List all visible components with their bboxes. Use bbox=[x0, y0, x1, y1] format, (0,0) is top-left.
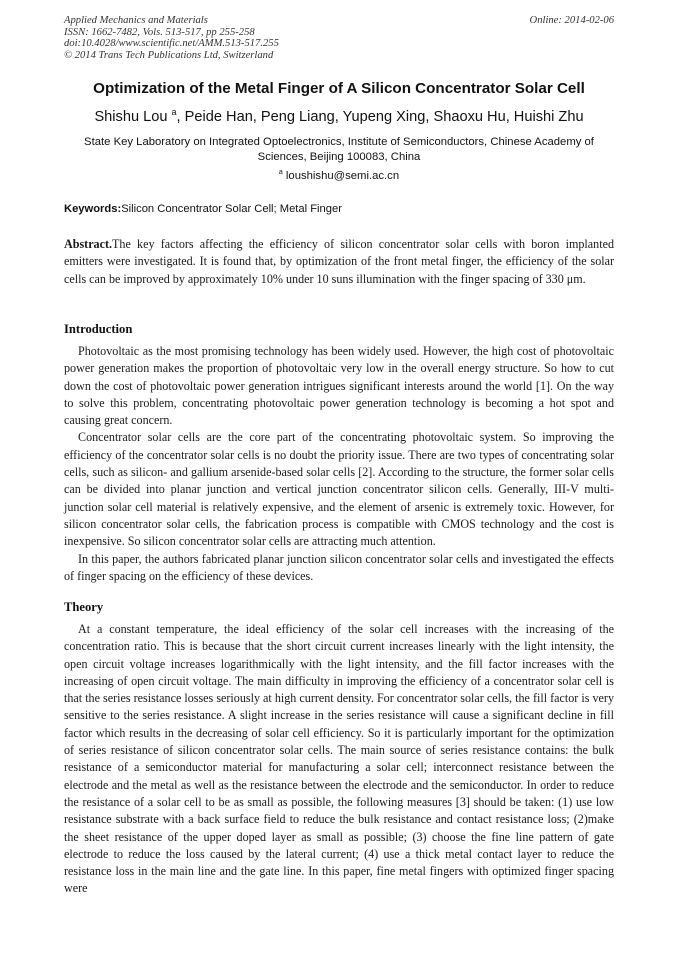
introduction-paragraph: Photovoltaic as the most promising technology has been widely used. However, the high cost of photovoltaic power generation makes the proportion of photovoltaic very low in the overall energy structure. So how to cut down the cost of photovoltaic power generation intrigues significant interests around the world [1]. On the way to solve this problem, concentrating photovoltaic power generation technology is becoming a hot spot and causing great concern. bbox=[64, 344, 614, 428]
keywords-text: Silicon Concentrator Solar Cell; Metal Finger bbox=[121, 203, 342, 215]
abstract-text: The key factors affecting the efficiency of silicon concentrator solar cells with boron implanted emitters were investigated. It is found that, by optimization of the front metal finger, the efficiency of the solar cells can be improved by approximately 10% under 10 suns illumination with the finger spacing of 330 μm. bbox=[64, 237, 614, 286]
paper-title: Optimization of the Metal Finger of A Silicon Concentrator Solar Cell bbox=[93, 80, 585, 97]
doi-line: doi:10.4028/www.scientific.net/AMM.513-517.255 bbox=[64, 38, 279, 50]
introduction-body bbox=[64, 343, 614, 585]
online-date: Online: 2014-02-06 bbox=[529, 15, 614, 26]
theory-heading: Theory bbox=[64, 600, 104, 614]
first-author: Shishu Lou bbox=[94, 108, 172, 125]
abstract-label: Abstract. bbox=[64, 237, 113, 251]
journal-name: Applied Mechanics and Materials bbox=[64, 15, 208, 26]
copyright-line: © 2014 Trans Tech Publications Ltd, Switzerland bbox=[64, 49, 274, 61]
email-address: loushishu@semi.ac.cn bbox=[282, 169, 400, 182]
affiliation: State Key Laboratory on Integrated Optoelectronics, Institute of Semiconductors, Chinese Academy of Sciences, Beijing 100083, China bbox=[84, 136, 594, 163]
other-authors: , Peide Han, Peng Liang, Yupeng Xing, Shaoxu Hu, Huishi Zhu bbox=[176, 108, 584, 125]
theory-paragraph: At a constant temperature, the ideal efficiency of the solar cell increases with the increasing of the concentration ratio. This is because that the short circuit current increases linearly with the light intensity, the open circuit voltage increases logarithmically with the light intensity, and the fill factor increases with the increasing of open circuit voltage. The main difficulty in improving the efficiency of a concentrator solar cell is that the series resistance losses seriously at high current density. For concentrator solar cells, the fill factor is very sensitive to the series resistance. A slight increase in the series resistance will cause a significant decline in fill factor which results in the decreasing of solar cell efficiency. So it is particularly important for the optimization of series resistance of silicon concentrator solar cells. The main source of series resistance contains: the bulk resistance of a semiconductor material for manufacturing a solar cell; interconnect resistance between the electrode and the metal as well as the resistance between the electrode and the semiconductor. In order to reduce the resistance of a solar cell to be as small as possible, the following measures [3] should be taken: (1) use low resistance substrate with a back surface field to reduce the bulk resistance and contact resistance loss; (2)make the sheet resistance of the upper doped layer as small as possible; (3) choose the fine line pattern of gate electrode to reduce the loss caused by the lateral current; (4) use a thick metal contact layer to reduce the resistance loss in the main line and the gate line. In this paper, fine metal fingers with optimized finger spacing were bbox=[64, 622, 614, 896]
author-list bbox=[30, 103, 648, 126]
abstract-paragraph bbox=[64, 236, 614, 288]
introduction-paragraph: Concentrator solar cells are the core part of the concentrating photovoltaic system. So improving the efficiency of the concentrator solar cells is no doubt the priority issue. There are two types of concentrating solar cells, such as silicon- and gallium arsenide-based solar cells [2]. According to the structure, the former solar cells can be divided into planar junction and vertical junction concentrator silicon cells. Generally, III-V multi-junction solar cell material is relatively expensive, and the element of arsenic is extremely toxic. However, for silicon concentrator solar cells, the fabrication process is compatible with CMOS technology and the cost is inexpensive. So silicon concentrator solar cells are attracting much attention. bbox=[64, 430, 614, 549]
email-superscript: a bbox=[278, 169, 283, 176]
keywords-label: Keywords: bbox=[64, 203, 122, 215]
introduction-paragraph: In this paper, the authors fabricated planar junction silicon concentrator solar cells and investigated the effects of finger spacing on the efficiency of these devices. bbox=[64, 551, 614, 583]
author-superscript: a bbox=[171, 107, 177, 117]
email-line bbox=[60, 166, 618, 183]
journal-header bbox=[64, 15, 279, 61]
issn-line: ISSN: 1662-7482, Vols. 513-517, pp 255-258 bbox=[64, 26, 255, 38]
keywords-line bbox=[64, 202, 342, 216]
theory-body bbox=[64, 621, 614, 898]
introduction-heading: Introduction bbox=[64, 322, 133, 336]
